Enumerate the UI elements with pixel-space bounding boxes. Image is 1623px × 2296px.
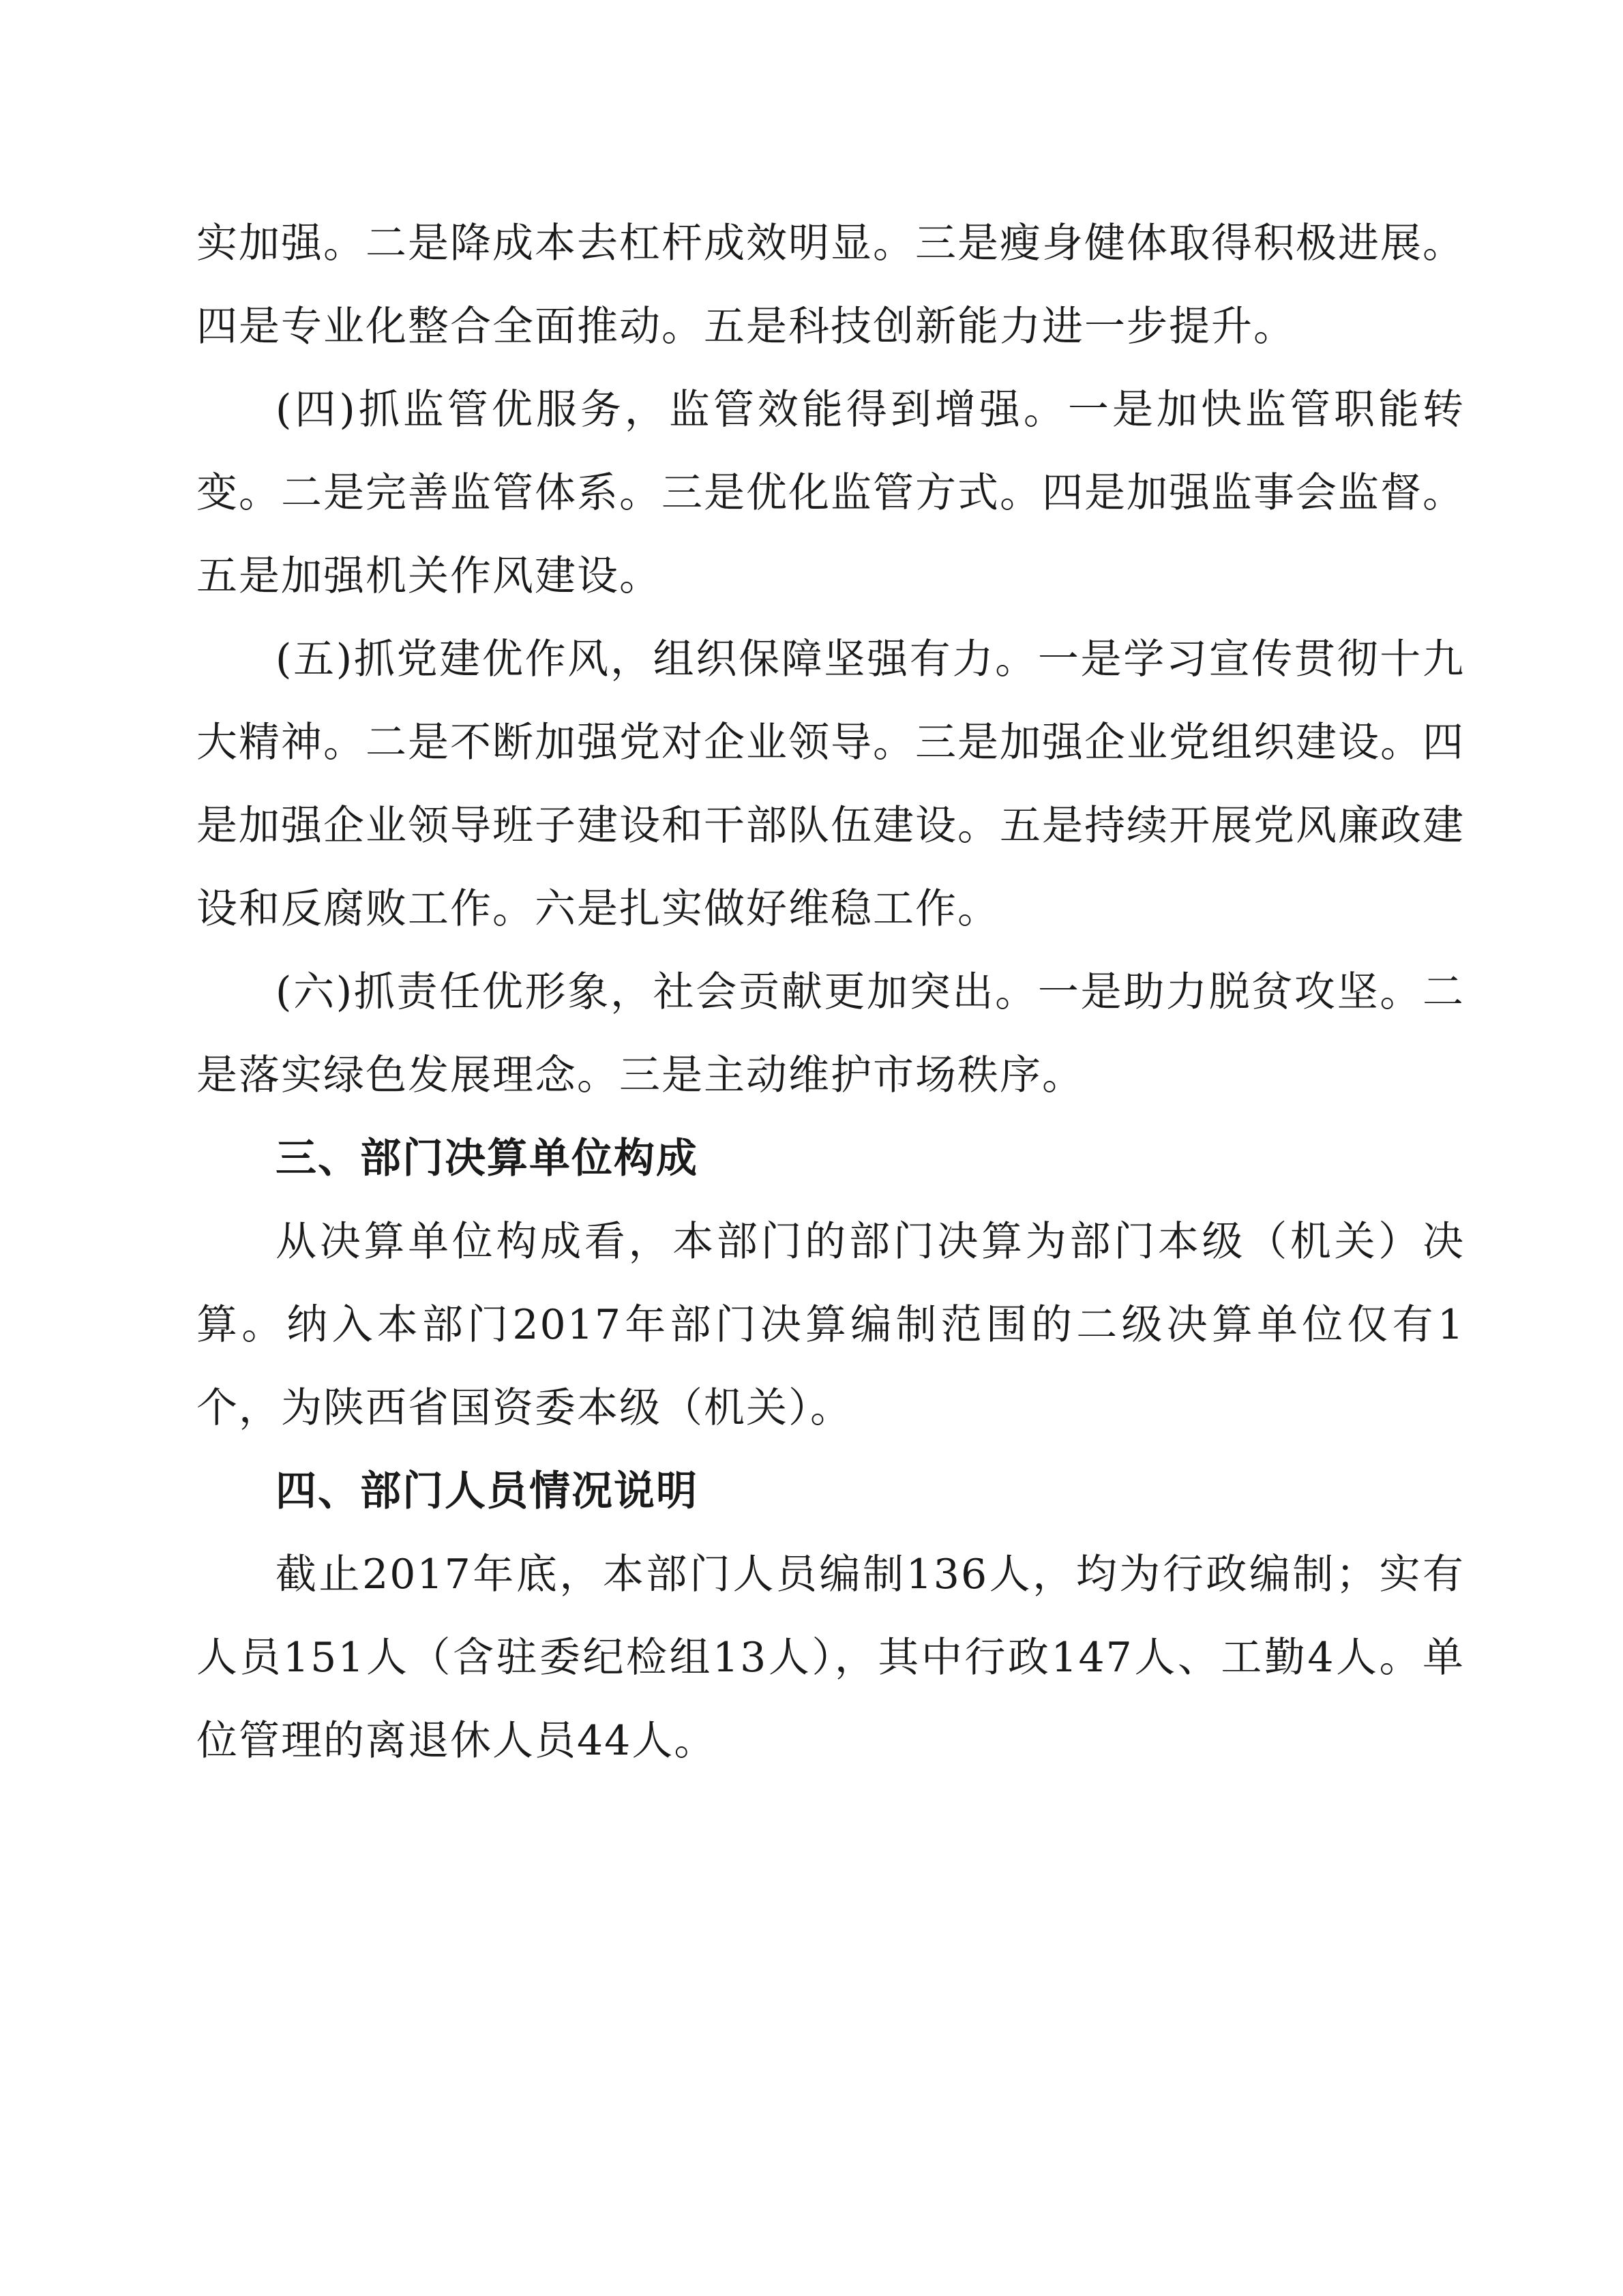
paragraph-supervision-services: (四)抓监管优服务，监管效能得到增强。一是加快监管职能转变。二是完善监管体系。三是优化监管方式。四是加强监事会监督。五是加强机关作风建设。 <box>196 386 1465 600</box>
paragraph-party-building: (五)抓党建优作风，组织保障坚强有力。一是学习宣传贯彻十九大精神。二是不断加强党对企业领导。三是加强企业党组织建设。四是加强企业领导班子建设和干部队伍建设。五是持续开展党风廉政建设和反腐败工作。六是扎实做好维稳工作。 <box>196 636 1465 933</box>
paragraph-personnel: 截止2017年底，本部门人员编制136人，均为行政编制；实有人员151人（含驻委纪检组13人），其中行政147人、工勤4人。单位管理的离退休人员44人。 <box>196 1551 1465 1765</box>
paragraph-unit-composition: 从决算单位构成看，本部门的部门决算为部门本级（机关）决算。纳入本部门2017年部门决算编制范围的二级决算单位仅有1个，为陕西省国资委本级（机关）。 <box>196 1218 1465 1432</box>
document-body <box>196 202 1465 1783</box>
paragraph-enterprise-reform-continued: 实加强。二是降成本去杠杆成效明显。三是瘦身健体取得积极进展。四是专业化整合全面推动。五是科技创新能力进一步提升。 <box>196 220 1465 351</box>
paragraph-social-responsibility: (六)抓责任优形象，社会贡献更加突出。一是助力脱贫攻坚。二是落实绿色发展理念。三是主动维护市场秩序。 <box>196 968 1465 1099</box>
section-heading-unit-composition: 三、部门决算单位构成 <box>276 1135 698 1182</box>
section-heading-personnel: 四、部门人员情况说明 <box>276 1467 698 1515</box>
